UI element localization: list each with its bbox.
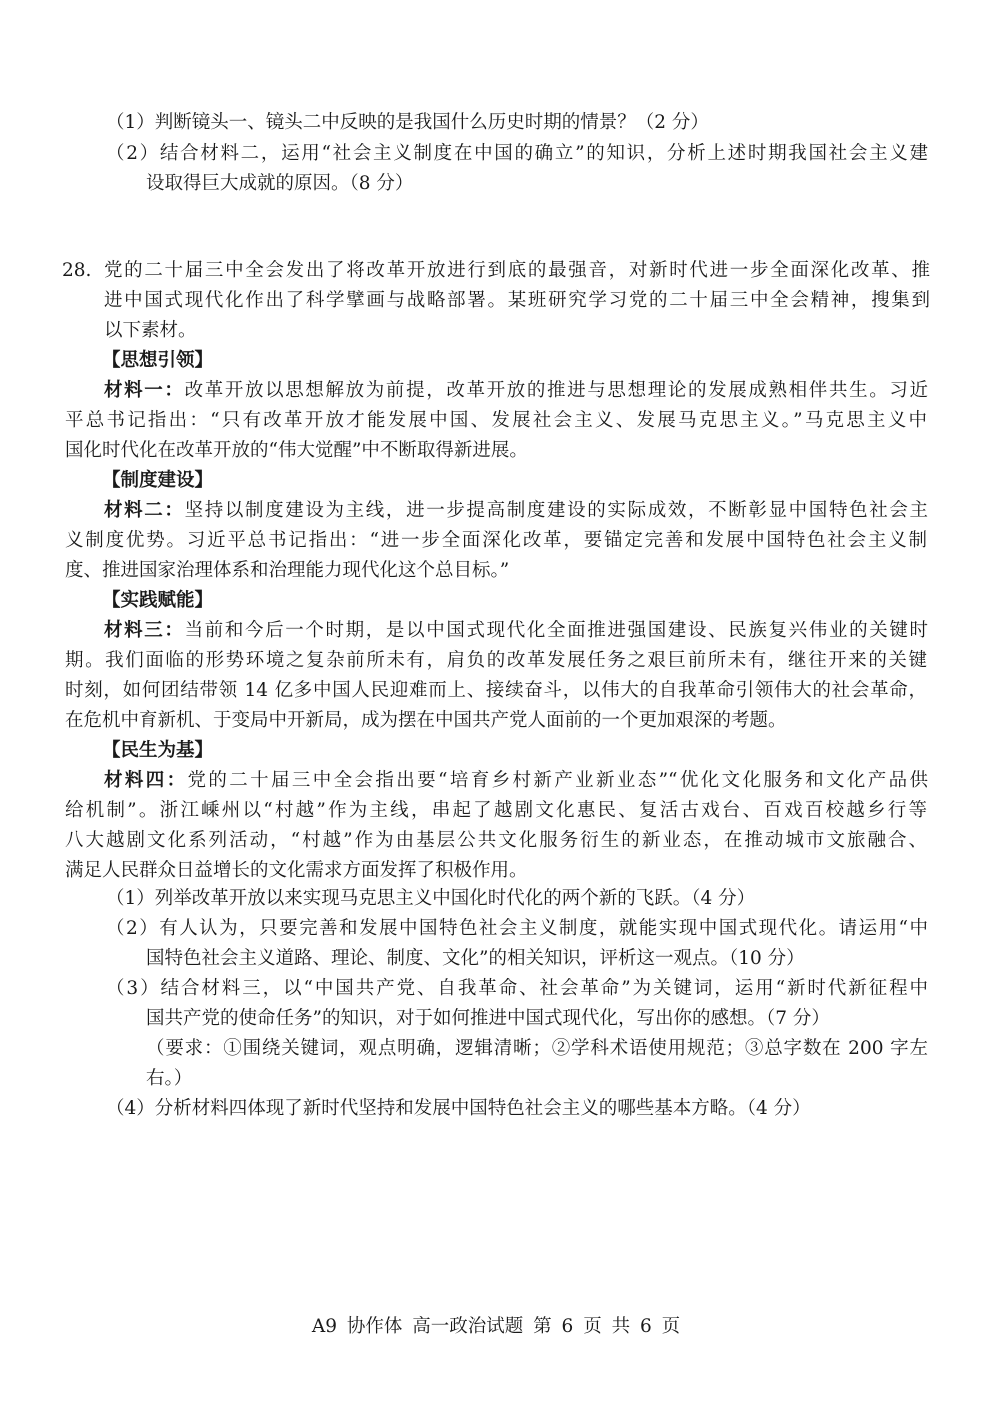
material-3-line-1	[104, 616, 928, 646]
material-4-line-3: 八大越剧文化系列活动，“村越”作为由基层公共文化服务衍生的新业态，在推动城市文旅融合、	[65, 830, 927, 851]
page-footer: A9 协作体 高一政治试题 第 6 页 共 6 页	[311, 1316, 681, 1337]
q28-subquestion-2-line-2: 国特色社会主义道路、理论、制度、文化”的相关知识，评析这一观点。（10 分）	[146, 948, 805, 969]
material-4-label: 材料四：	[104, 770, 188, 791]
q27-subquestion-2-line-2: 设取得巨大成就的原因。（8 分）	[146, 173, 414, 194]
material-2-line-1	[104, 496, 928, 526]
material-3-line-4: 在危机中育新机、于变局中开新局，成为摆在中国共产党人面前的一个更加艰深的考题。	[65, 710, 787, 731]
q28-subquestion-3-line-4: 右。）	[146, 1068, 193, 1089]
material-3-line-3: 时刻，如何团结带领 14 亿多中国人民迎难而上、接续奋斗，以伟大的自我革命引领伟大的社会革命，	[65, 680, 927, 701]
q28-subquestion-3-requirements: （要求：①围绕关键词，观点明确，逻辑清晰；②学科术语使用规范；③总字数在 200 字左	[146, 1038, 928, 1059]
material-2-line-3: 度、推进国家治理体系和治理能力现代化这个总目标。”	[65, 560, 510, 581]
material-2-label: 材料二：	[104, 500, 185, 521]
material-3-label: 材料三：	[104, 620, 185, 641]
q28-subquestion-4: （4）分析材料四体现了新时代坚持和发展中国特色社会主义的哪些基本方略。（4 分）	[106, 1098, 811, 1119]
material-4-text-1: 党的二十届三中全会指出要“培育乡村新产业新业态”“优化文化服务和文化产品供	[187, 770, 928, 791]
material-4-line-1	[104, 766, 928, 796]
q27-subquestion-2-line-1: （2）结合材料二，运用“社会主义制度在中国的确立”的知识，分析上述时期我国社会主义建	[106, 143, 928, 164]
material-2-line-2: 义制度优势。习近平总书记指出：“进一步全面深化改革，要锚定完善和发展中国特色社会主义制	[65, 530, 927, 551]
q28-subquestion-3-line-1: （3）结合材料三，以“中国共产党、自我革命、社会革命”为关键词，运用“新时代新征程中	[106, 978, 928, 999]
q28-intro-line-2: 进中国式现代化作出了科学擘画与战略部署。某班研究学习党的二十届三中全会精神，搜集到	[104, 290, 930, 311]
section-header-thought: 【思想引领】	[102, 350, 214, 371]
section-header-practice: 【实践赋能】	[102, 590, 214, 611]
q27-subquestion-1: （1）判断镜头一、镜头二中反映的是我国什么历史时期的情景？（2 分）	[106, 112, 709, 133]
q28-intro-line-1: 党的二十届三中全会发出了将改革开放进行到底的最强音，对新时代进一步全面深化改革、推	[104, 260, 930, 281]
material-1-line-3: 国化时代化在改革开放的“伟大觉醒”中不断取得新进展。	[65, 440, 528, 461]
section-header-livelihood: 【民生为基】	[102, 740, 214, 761]
material-1-label: 材料一：	[104, 380, 185, 401]
question-number: 28.	[62, 260, 92, 281]
q28-subquestion-1: （1）列举改革开放以来实现马克思主义中国化时代化的两个新的飞跃。（4 分）	[106, 888, 756, 909]
q28-subquestion-2-line-1: （2）有人认为，只要完善和发展中国特色社会主义制度，就能实现中国式现代化。请运用“中	[106, 918, 928, 939]
material-4-line-2: 给机制”。浙江嵊州以“村越”作为主线，串起了越剧文化惠民、复活古戏台、百戏百校越乡行等	[65, 800, 927, 821]
material-1-line-2: 平总书记指出：“只有改革开放才能发展中国、发展社会主义、发展马克思主义。”马克思主义中	[65, 410, 927, 431]
material-1-text-1: 改革开放以思想解放为前提，改革开放的推进与思想理论的发展成熟相伴共生。习近	[184, 380, 928, 401]
material-3-text-1: 当前和今后一个时期，是以中国式现代化全面推进强国建设、民族复兴伟业的关键时	[184, 620, 928, 641]
material-2-text-1: 坚持以制度建设为主线，进一步提高制度建设的实际成效，不断彰显中国特色社会主	[184, 500, 928, 521]
q28-subquestion-3-line-2: 国共产党的使命任务”的知识，对于如何推进中国式现代化，写出你的感想。（7 分）	[146, 1008, 830, 1029]
q28-intro-line-3: 以下素材。	[104, 320, 197, 341]
material-3-line-2: 期。我们面临的形势环境之复杂前所未有，肩负的改革发展任务之艰巨前所未有，继往开来的关键	[65, 650, 927, 671]
material-4-line-4: 满足人民群众日益增长的文化需求方面发挥了积极作用。	[65, 860, 528, 881]
material-1-line-1	[104, 376, 928, 406]
section-header-institution: 【制度建设】	[102, 470, 214, 491]
